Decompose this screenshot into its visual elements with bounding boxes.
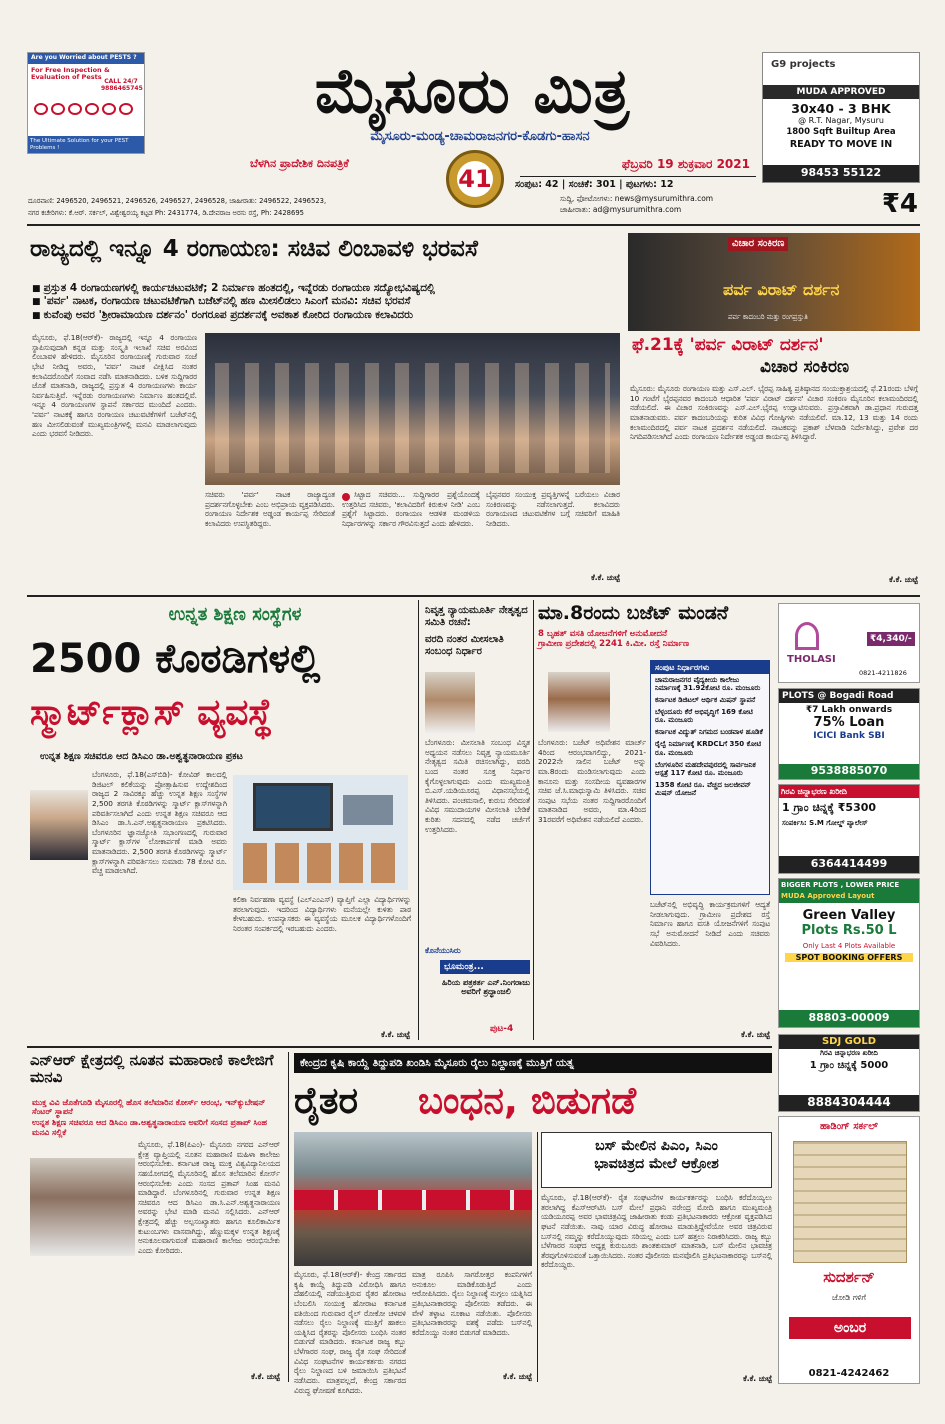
cabinet-item: ರೈಲ್ವೆ ನಿರ್ಮಾಣಕ್ಕೆ KRDCLಗೆ 350 ಕೋಟಿ ರೂ. ಮಂಜೂರು [655,740,762,757]
gold1-rate: 1 ಗ್ರಾಂ ಚಿನ್ನಕ್ಕೆ ₹5300 [782,801,877,815]
sdj-gold-ad[interactable] [778,1034,920,1112]
green-price: Plots Rs.50 L [801,923,897,939]
farmers-body-2: ಮಾತ್ರ ರೂಪಿಸಿ ಸಾಗರೋತ್ತರ ಕಂಪನಿಗಳಿಗೆ ಅನುಕೂಲ ಮಾಡಿಕೊಡುತ್ತಿದೆ ಎಂದು ಆರೋಪಿಸಿದರು. ರೈಲು ನಿಲ್ದಾಣಕ್ಕೆ ನುಗ್ಗಲು ಯತ್ನಿಸಿದ ಪ್ರತಿಭಟನಾಕಾರರನ್ನು ಪೊಲೀಸರು ತಡೆದರು. ಈ ವೇಳೆ ತಳ್ಳಾಟ ನೂಕಾಟ ನಡೆಯಿತು. ಪೊಲೀಸರು ಪ್ರತಿಭಟನಾಕಾರರನ್ನು ವಶಕ್ಕೆ ಪಡೆದು ಬಸ್‌ನಲ್ಲಿ ಕರೆದೊಯ್ದು ನಂತರ ಬಿಡುಗಡೆ ಮಾಡಿದರು. [412,1270,532,1337]
bus-byline: ಕೆ.ಕೆ. ಚುಟ್ಟೆ [743,1374,772,1383]
sm-gold-ad[interactable] [778,784,920,874]
plots-bogadi-ad[interactable] [778,688,920,780]
tholasi-ad[interactable] [778,603,920,683]
parva-banner-title: ವಿಚಾರ ಸಂಕಿರಣ [728,237,788,251]
green-note: Only Last 4 Plots Available [802,941,896,950]
left-pest-ad[interactable] [27,52,145,154]
g9-area: 1800 Sqft Builtup Area [786,127,896,138]
news-email: ಸುದ್ದಿ, ಫೋಟೋಗಳು: news@mysurumithra.com [560,194,714,203]
bus-body: ಮೈಸೂರು, ಫೆ.18(ಆರ್‌ಕೆ)- ರೈತ ಸಂಘಟನೆಗಳ ಕಾರ್ಯಕರ್ತರನ್ನು ಬಂಧಿಸಿ ಕರೆದೊಯ್ಯಲು ತರಲಾಗಿದ್ದ ಕೆಎಸ್‌ಆರ್‌ಟಿಸಿ ಬಸ್ ಮೇಲೆ ಪ್ರಧಾನಿ ನರೇಂದ್ರ ಮೋದಿ ಹಾಗೂ ಮುಖ್ಯಮಂತ್ರಿ ಯಡಿಯೂರಪ್ಪ ಅವರ ಭಾವಚಿತ್ರವಿದ್ದ ಜಾಹೀರಾತು ಕಂಡು ಪ್ರತಿಭಟನಾಕಾರರು ಆಕ್ರೋಶ ವ್ಯಕ್ತಪಡಿಸಿದ ಘಟನೆ ನಡೆಯಿತು. ನಾವು ಯಾರ ವಿರುದ್ಧ ಹೋರಾಟ ಮಾಡುತ್ತಿದ್ದೇವೆಯೋ ಅವರ ಚಿತ್ರವಿರುವ ಬಸ್‌ನಲ್ಲಿ ನಮ್ಮನ್ನು ಕರೆದೊಯ್ಯುವುದು ಸರಿಯಲ್ಲ ಎಂದು ಬಸ್ ಹತ್ತಲು ನಿರಾಕರಿಸಿದರು. ರಾಜ್ಯ ಕಬ್ಬು ಬೆಳೆಗಾರರ ಸಂಘದ ಅಧ್ಯಕ್ಷ ಕುರುಬೂರು ಶಾಂತಕುಮಾರ್ ಮಾತನಾಡಿ, ಬಸ್ ಮೇಲಿನ ಭಾವಚಿತ್ರ ತೆರವುಗೊಳಿಸುವಂತೆ ಒತ್ತಾಯಿಸಿದರು. ನಂತರ ಪೊಲೀಸರು ಮನವೊಲಿಸಿ ಪ್ರತಿಭಟನಾಕಾರರನ್ನು ಬಸ್‌ನಲ್ಲಿ ಕರೆದೊಯ್ದರು. [541,1193,772,1270]
g9-ready: READY TO MOVE IN [789,139,893,151]
committee-body: ಬೆಂಗಳೂರು: ಮೀಸಲಾತಿ ಸಂಬಂಧ ವಿಸ್ತೃತ ಅಧ್ಯಯನ ನಡೆಸಲು ನಿವೃತ್ತ ನ್ಯಾಯಮೂರ್ತಿ ನೇತೃತ್ವದ ಸಮಿತಿ ರಚಿಸಲಾಗಿದ್ದು, ವರದಿ ಬಂದ ನಂತರ ಸೂಕ್ತ ನಿರ್ಧಾರ ಕೈಗೊಳ್ಳಲಾಗುವುದು ಎಂದು ಮುಖ್ಯಮಂತ್ರಿ ಬಿ.ಎಸ್.ಯಡಿಯೂರಪ್ಪ ವಿಧಾನಸಭೆಯಲ್ಲಿ ತಿಳಿಸಿದರು. ಪಂಚಮಸಾಲಿ, ಕುರುಬ ಸೇರಿದಂತೆ ವಿವಿಧ ಸಮುದಾಯಗಳ ಮೀಸಲಾತಿ ಬೇಡಿಕೆ ಕುರಿತು ಸದನದಲ್ಲಿ ನಡೆದ ಚರ್ಚೆಗೆ ಉತ್ತರಿಸಿದರು. [425,738,530,834]
college-headline: ಎನ್‌ಆರ್ ಕ್ಷೇತ್ರದಲ್ಲಿ ನೂತನ ಮಹಾರಾಣಿ ಕಾಲೇಜಿಗೆ ಮನವಿ [30,1051,274,1087]
cabinet-item: ಚಾಮರಾಜನಗರ ವೈದ್ಯಕೀಯ ಕಾಲೇಜು ನಿರ್ಮಾಣಕ್ಕೆ 31.92ಕೋಟಿ ರೂ. ಮಂಜೂರು [655,676,761,693]
farmers-body: ಮೈಸೂರು, ಫೆ.18(ಆರ್‌ಕೆ)- ಕೇಂದ್ರ ಸರ್ಕಾರದ ಕೃಷಿ ಕಾಯ್ದೆ ತಿದ್ದುಪಡಿ ವಿರೋಧಿಸಿ ಹಾಗೂ ದೆಹಲಿಯಲ್ಲಿ ನಡೆಯುತ್ತಿರುವ ರೈತರ ಹೋರಾಟ ಬೆಂಬಲಿಸಿ ಸಂಯುಕ್ತ ಹೋರಾಟ ಕರ್ನಾಟಕ ವತಿಯಿಂದ ಗುರುವಾರ ರೈಲ್ ರೋಕೋ ಚಳವಳಿ ನಡೆಸಲು ರೈಲು ನಿಲ್ದಾಣಕ್ಕೆ ಮುತ್ತಿಗೆ ಹಾಕಲು ಯತ್ನಿಸಿದ ರೈತರನ್ನು ಪೊಲೀಸರು ಬಂಧಿಸಿ ನಂತರ ಬಿಡುಗಡೆ ಮಾಡಿದರು. ಕರ್ನಾಟಕ ರಾಜ್ಯ ಕಬ್ಬು ಬೆಳೆಗಾರರ ಸಂಘ, ರಾಜ್ಯ ರೈತ ಸಂಘ ಸೇರಿದಂತೆ ವಿವಿಧ ಸಂಘಟನೆಗಳ ಕಾರ್ಯಕರ್ತರು ನಗರದ ರೈಲು ನಿಲ್ದಾಣದ ಬಳಿ ಜಮಾಯಿಸಿ ಪ್ರತಿಭಟನೆ ನಡೆಸಿದರು. ಮಾತ್ರವಲ್ಲದೆ, ಕೇಂದ್ರ ಸರ್ಕಾರದ ವಿರುದ್ಧ ಘೋಷಣೆ ಕೂಗಿದರು. [294,1270,406,1395]
anniversary-badge [446,150,504,208]
column-tag: ಕೊನೆಯುಸಿರು [425,946,461,955]
contact-line-1: ದೂರವಾಣಿ: 2496520, 2496521, 2496526, 2496527, 2496528, ಜಾಹೀರಾತು: 2496522, 2496523, [28,197,327,205]
gold1-phone: 6364414499 [779,856,919,873]
pest-ad-line4: The Ultimate Solution for your PEST Problems ! [28,136,144,153]
masthead-subtitle: ಮೈಸೂರು-ಮಂಡ್ಯ-ಚಾಮರಾಜನಗರ-ಕೊಡಗು-ಹಾಸನ [370,129,590,144]
green-offer: SPOT BOOKING OFFERS [785,953,913,962]
budget-body-continued: ಬಜೆಟ್‌ನಲ್ಲಿ ಅಭಿವೃದ್ಧಿ ಕಾರ್ಯಕ್ರಮಗಳಿಗೆ ಆದ್ಯತೆ ನೀಡಲಾಗುವುದು. ಗ್ರಾಮೀಣ ಪ್ರದೇಶದ ರಸ್ತೆ ನಿರ್ಮಾಣ ಹಾಗೂ ವಸತಿ ಯೋಜನೆಗಳಿಗೆ ಸಂಪುಟ ಸಭೆ ಅನುಮೋದನೆ ನೀಡಿದೆ ಎಂದು ಸಚಿವರು ವಿವರಿಸಿದರು. [650,900,770,948]
tholasi-name: THOLASI [787,654,836,665]
plots-loan: 75% Loan [813,714,885,730]
sudarshan-name: ಸುದರ್ಶನ್ [823,1268,875,1286]
college-byline: ಕೆ.ಕೆ. ಚುಟ್ಟೆ [251,1372,280,1381]
cabinet-box-title: ಸಂಪುಟ ನಿರ್ಧಾರಗಳು [651,661,769,674]
parva-banner [628,233,920,331]
g9-size: 30x40 - 3 BHK [791,100,891,116]
cabinet-item: ಬೆಳ್ಳಂದೂರು ಕೆರೆ ಅಭಿವೃದ್ಧಿಗೆ 169 ಕೋಟಿ ರೂ. ಮಂಜೂರು [655,708,753,725]
right-g9-ad[interactable] [762,52,920,183]
farmers-headline-red: ಬಂಧನ, ಬಿಡುಗಡೆ [418,1079,637,1122]
ads-email: ಜಾಹೀರಾತು: ad@mysurumithra.com [560,205,682,214]
sdj-rate: 1 ಗ್ರಾಂ ಚಿನ್ನಕ್ಕೆ 5000 [809,1059,889,1071]
lead-bullets [32,282,624,322]
building-illustration [793,1141,907,1263]
college-bullet: ಉನ್ನತ ಶಿಕ್ಷಣ ಸಚಿವರೂ ಆದ ಡಿಸಿಎಂ ಡಾ.ಅಶ್ವತ್ಥನಾರಾಯಣ ಅವರಿಗೆ ಸಂಸದ ಪ್ರತಾಪ್ ಸಿಂಹ ಮನವಿ ಸಲ್ಲಿಕೆ [32,1118,267,1137]
rangayana-group-photo [205,333,620,485]
pest-ad-phone: CALL 24/7 9886465745 [101,78,143,92]
contact-line-2: ನಗರ ಕಚೇರಿಗಳು: ಕೆ.ಆರ್. ಸರ್ಕಲ್, ವಿಶ್ವೇಶ್ವರಯ್ಯ ಕಟ್ಟಡ Ph: 2431774, ಡಿ.ದೇವರಾಜ ಅರಸು ರಸ್ತೆ, Ph: 2428695 [28,209,304,217]
farmers-protest-photo [294,1132,532,1266]
cabinet-decisions-box [650,660,770,895]
budget-body: ಬೆಂಗಳೂರು: ಬಜೆಟ್ ಅಧಿವೇಶನ ಮಾರ್ಚ್ 4ರಿಂದ ಆರಂಭವಾಗಲಿದ್ದು, 2021-2022ನೇ ಸಾಲಿನ ಬಜೆಟ್ ಅನ್ನು ಮಾ.8ರಂದು ಮಂಡಿಸಲಾಗುವುದು ಎಂದು ಕಾನೂನು ಮತ್ತು ಸಂಸದೀಯ ವ್ಯವಹಾರಗಳ ಸಚಿವ ಜೆ.ಸಿ.ಮಾಧುಸ್ವಾಮಿ ತಿಳಿಸಿದರು. ಸಚಿವ ಸಂಪುಟ ಸಭೆಯ ನಂತರ ಸುದ್ದಿಗಾರರೊಂದಿಗೆ ಮಾತನಾಡಿದ ಅವರು, ಮಾ.4ರಿಂದ 31ರವರೆಗೆ ಅಧಿವೇಶನ ನಡೆಯಲಿದೆ ಎಂದರು. [538,738,646,824]
budget-bullets [538,630,770,650]
education-body: ಬೆಂಗಳೂರು, ಫೆ.18(ಎಸ್‌ಬಿಡಿ)- ಕೋವಿಡ್ ಕಾಲದಲ್ಲಿ ಡಿಜಿಟಲ್ ಕಲಿಕೆಯನ್ನು ಪ್ರೋತ್ಸಾಹಿಸುವ ಉದ್ದೇಶದಿಂದ ರಾಜ್ಯದ 2 ಸಾವಿರಕ್ಕೂ ಹೆಚ್ಚು ಉನ್ನತ ಶಿಕ್ಷಣ ಸಂಸ್ಥೆಗಳ 2,500 ತರಗತಿ ಕೊಠಡಿಗಳನ್ನು ಸ್ಮಾರ್ಟ್ ಕ್ಲಾಸ್‌ಗಳನ್ನಾಗಿ ಪರಿವರ್ತಿಸಲಾಗಿದೆ ಎಂದು ಉನ್ನತ ಶಿಕ್ಷಣ ಸಚಿವರೂ ಆದ ಡಿಸಿಎಂ ಡಾ.ಸಿ.ಎನ್.ಅಶ್ವತ್ಥನಾರಾಯಣ ಪ್ರಕಟಿಸಿದರು. ಬೆಂಗಳೂರಿನ ಜ್ಞಾನಜ್ಯೋತಿ ಸಭಾಂಗಣದಲ್ಲಿ ಗುರುವಾರ ಸ್ಮಾರ್ಟ್ ಕ್ಲಾಸ್‌ಗಳ ಲೋಕಾರ್ಪಣೆ ಮಾಡಿ ಅವರು ಮಾತನಾಡಿದರು. 2,500 ತರಗತಿ ಕೊಠಡಿಗಳನ್ನು ಸ್ಮಾರ್ಟ್ ಕ್ಲಾಸ್‌ಗಳನ್ನಾಗಿ ಪರಿವರ್ತಿಸಲು ಸುಮಾರು 78 ಕೋಟಿ ರೂ. ವೆಚ್ಚ ಮಾಡಲಾಗಿದೆ. [92,770,227,876]
price: ₹4 [881,189,918,219]
farmers-headline-black: ರೈತರ [294,1079,359,1122]
parva-banner-text: ಪರ್ವ ವಿರಾಟ್ ದರ್ಶನ [723,280,840,299]
education-headline-2: ಸ್ಮಾರ್ಟ್‌ಕ್ಲಾಸ್ ವ್ಯವಸ್ಥೆ [30,692,273,733]
plots-phone: 9538885070 [779,764,919,779]
education-headline-1: 2500 ಕೊಠಡಿಗಳಲ್ಲಿ [30,636,321,682]
sdj-sub: ಗಿರವಿ ಚಿನ್ನಾಭರಣ ಖರೀದಿ [820,1048,878,1057]
sdj-phone: 8884304444 [779,1095,919,1111]
education-deck: ಉನ್ನತ ಶಿಕ್ಷಣ ಸಚಿವರೂ ಆದ ಡಿಸಿಎಂ ಡಾ.ಅಶ್ವತ್ಥನಾರಾಯಣ ಪ್ರಕಟ [40,751,243,762]
cm-portrait [425,672,475,734]
lead-byline: ಕೆ.ಕೆ. ಚುಟ್ಟೆ [591,573,620,582]
cabinet-item: ಕರ್ನಾಟಕ ವಿದ್ಯುತ್ ನಿಗಮದ ಬಂಡವಾಳ ಹೂಡಿಕೆ [655,728,763,737]
sudarshan-brand: ಅಂಬರ [789,1317,911,1339]
issue-volume: ಸಂಪುಟ: 42 | ಸಂಚಿಕೆ: 301 | ಪುಟಗಳು: 12 [515,179,674,190]
green-muda: MUDA Approved Layout [779,891,919,903]
sudarshan-ad[interactable] [778,1116,920,1384]
parva-headline-red: ಫೆ.21ಕ್ಕೆ 'ಪರ್ವ ವಿರಾಟ್ ದರ್ಶನ' [632,335,824,355]
parva-body: ಮೈಸೂರು: ಮೈಸೂರು ರಂಗಾಯಣ ಮತ್ತು ಎಸ್.ಎಲ್. ಭೈರಪ್ಪ ಸಾಹಿತ್ಯ ಪ್ರತಿಷ್ಠಾನದ ಸಂಯುಕ್ತಾಶ್ರಯದಲ್ಲಿ ಫೆ.21ರಂದು ಬೆಳಿಗ್ಗೆ 10 ಗಂಟೆಗೆ ಭೈರಪ್ಪನವರ ಕಾದಂಬರಿ ಆಧಾರಿತ 'ಪರ್ವ ವಿರಾಟ್ ದರ್ಶನ' ವಿಚಾರ ಸಂಕಿರಣ ಮೈಸೂರಿನ ಕಲಾಮಂದಿರದಲ್ಲಿ ನಡೆಯಲಿದೆ. ಈ ವಿಚಾರ ಸಂಕಿರಣವನ್ನು ಎಸ್.ಎಲ್.ಭೈರಪ್ಪ ಉದ್ಘಾಟಿಸುವರು. ಪ್ರಸ್ತಾವಿಕವಾಗಿ ಡಾ.ಪ್ರಧಾನ ಗುರುದತ್ತ ಮಾತನಾಡುವರು. ಪರ್ವ ಕಾದಂಬರಿಯನ್ನು ಕುರಿತ ವಿವಿಧ ಗೋಷ್ಠಿಗಳು ನಡೆಯಲಿವೆ. ಮಾ.12, 13 ಮತ್ತು 14 ರಂದು ಕಲಾಮಂದಿರದಲ್ಲಿ ಪರ್ವ ನಾಟಕ ಪ್ರದರ್ಶನ ನಡೆಯಲಿದೆ. ನಾಟಕವನ್ನು ಪ್ರಕಾಶ್ ಬೆಳವಾಡಿ ನಿರ್ದೇಶಿಸಿದ್ದು, ಪ್ರವೇಶ ದರ ನಿಗದಿಪಡಿಸಲಾಗಿದೆ ಎಂದು ರಂಗಾಯಣ ನಿರ್ದೇಶಕ ಅಡ್ಡಂಡ ಕಾರ್ಯಪ್ಪ ತಿಳಿಸಿದ್ದಾರೆ. [630,384,918,442]
parva-byline: ಕೆ.ಕೆ. ಚುಟ್ಟೆ [889,575,918,584]
budget-byline: ಕೆ.ಕೆ. ಚುಟ್ಟೆ [741,1030,770,1039]
green-top: BIGGER PLOTS , LOWER PRICE [779,879,919,891]
committee-headline: ವರದಿ ನಂತರ ಮೀಸಲಾತಿ ಸಂಬಂಧ ನಿರ್ಧಾರ [425,634,504,657]
parva-banner-sub: ಪರ್ವ ಕಾದಂಬರಿ ಮತ್ತು ರಂಗಪ್ರಸ್ತುತಿ [728,313,808,321]
farmers-strap: ಕೇಂದ್ರದ ಕೃಷಿ ಕಾಯ್ದೆ ತಿದ್ದುಪಡಿ ಖಂಡಿಸಿ ಮೈಸೂರು ರೈಲು ನಿಲ್ದಾಣಕ್ಕೆ ಮುತ್ತಿಗೆ ಯತ್ನ [294,1053,772,1073]
tholasi-logo-icon [795,622,819,650]
gold1-name: ಸಂಪರ್ಕಿಸಿ: S.M ಗೋಲ್ಡ್ ಪ್ಯಾಲೇಸ್ [782,818,868,827]
issue-date: ಫೆಬ್ರವರಿ 19 ಶುಕ್ರವಾರ 2021 [621,157,750,171]
budget-bullet: ಗ್ರಾಮೀಣ ಪ್ರದೇಶದಲ್ಲಿ 2241 ಕಿ.ಮೀ. ರಸ್ತೆ ನಿರ್ಮಾಣ [538,638,690,649]
committee-kicker: ನಿವೃತ್ತ ನ್ಯಾಯಮೂರ್ತಿ ನೇತೃತ್ವದ ಸಮಿತಿ ರಚನೆ: [425,605,528,628]
plots-banks: ICICI Bank SBI [813,730,885,741]
lead-sidebar: ಸಿಟ್ಟಾದ ಸಚಿವರು... ಸುದ್ದಿಗಾರರ ಪ್ರಶ್ನೆಯೊಂದಕ್ಕೆ ಉತ್ತರಿಸಿದ ಸಚಿವರು, 'ಕಲಾವಿದರಿಗೆ ಕಿರುಕುಳ ನೀಡಿ' ಎಂಬ ಪ್ರಶ್ನೆಗೆ ಸಿಟ್ಟಾದರು. ರಂಗಾಯಣ ಆಡಳಿತ ಮಂಡಳಿಯ ನಿರ್ಧಾರಗಳನ್ನು ಸರ್ಕಾರ ಗೌರವಿಸುತ್ತದೆ ಎಂದು ಹೇಳಿದರು. [342,490,480,528]
pest-ad-line2: For Free Inspection & Evaluation of Pests [31,65,110,82]
g9-brand: G9 projects [771,59,836,70]
farmers-byline: ಕೆ.ಕೆ. ಚುಟ್ಟೆ [503,1372,532,1381]
brief-title: ಭೂಮಂತ್ರ... [440,960,530,974]
budget-headline: ಮಾ.8ರಂದು ಬಜೆಟ್ ಮಂಡನೆ [538,602,729,624]
masthead-title: ಮೈಸೂರು ಮಿತ್ರ [314,54,631,127]
pest-icons [34,103,138,129]
brief-text: ಹಿರಿಯ ಪತ್ರಕರ್ತ ಎನ್.ನಿಂಗರಾಜು ಅವರಿಗೆ ಶ್ರದ್ಧಾಂಜಲಿ [441,978,531,997]
bus-headline-2: ಭಾವಚಿತ್ರದ ಮೇಲೆ ಆಕ್ರೋಶ [594,1156,719,1173]
bus-headline-box [541,1132,772,1188]
masthead-tagline: ಬೆಳಗಿನ ಪ್ರಾದೇಶಿಕ ದಿನಪತ್ರಿಕೆ [250,157,349,170]
page-ref: ಪುಟ-4 [490,1024,514,1034]
plots-price: ₹7 Lakh onwards [805,705,893,716]
education-byline: ಕೆ.ಕೆ. ಚುಟ್ಟೆ [381,1030,410,1039]
lead-body-col4: ಬೈಪ್ಪನವರ ಸಂಯುಕ್ತ ಪ್ರವೃತ್ತಿಗಳನ್ನೆ ಬರೆಯಲು ವಿಚಾರ ಸಂಕಿರಣವನ್ನು ನಡೆಸಲಾಗುತ್ತದೆ. ಕಲಾವಿದರು ರಂಗಾಯಣದ ಚಟುವಟಿಕೆಗಳ ಬಗ್ಗೆ ಸಚಿವರಿಗೆ ಮಾಹಿತಿ ನೀಡಿದರು. [486,490,620,528]
bus-headline-1: ಬಸ್ ಮೇಲಿನ ಪಿಎಂ, ಸಿಎಂ [595,1138,718,1154]
lead-headline: ರಾಜ್ಯದಲ್ಲಿ ಇನ್ನೂ 4 ರಂಗಾಯಣ: ಸಚಿವ ಲಿಂಬಾವಳಿ ಭರವಸೆ [30,236,478,262]
sudarshan-sub: ಜೋಡಿ ಗಳಿಗೆ [831,1293,867,1302]
sdj-title: SDJ GOLD [779,1035,919,1049]
sudarshan-title: ಹಾಡಿಂಗ್ ಸರ್ಕಲ್ [819,1121,879,1132]
pest-ad-line1: Are you Worried about PESTS ? [28,53,144,64]
anniversary-number: 41 [457,161,493,197]
education-body-2: ಕಲಿಕಾ ನಿರ್ವಹಣಾ ವ್ಯವಸ್ಥೆ (ಎಲ್‌ಎಂಎಸ್) ವ್ಯಾಪ್ತಿಗೆ ಎಲ್ಲಾ ವಿದ್ಯಾರ್ಥಿಗಳನ್ನು ತರಲಾಗುವುದು. ಇದರಿಂದ ವಿದ್ಯಾರ್ಥಿಗಳು ಮನೆಯಲ್ಲೇ ಕುಳಿತು ಪಾಠ ಕೇಳಬಹುದು. ಉಪನ್ಯಾಸಕರು ಈ ವ್ಯವಸ್ಥೆಯ ಮೂಲಕ ವಿದ್ಯಾರ್ಥಿಗಳೊಂದಿಗೆ ನಿರಂತರ ಸಂಪರ್ಕದಲ್ಲಿ ಇರಬಹುದು ಎಂದರು. [233,895,411,933]
plots-title: PLOTS @ Bogadi Road [779,689,919,703]
lead-bullet: ■ 'ಪರ್ವ' ನಾಟಕ, ರಂಗಾಯಣ ಚಟುವಟಿಕೆಗಾಗಿ ಬಜೆಟ್‌ನಲ್ಲಿ ಹಣ ಮೀಸಲಿಡಲು ಸಿಎಂಗೆ ಮನವಿ: ಸಚಿವ ಭರವಸೆ [32,295,624,308]
tholasi-phone: 0821-4211826 [859,669,907,677]
green-title: Green Valley [802,908,896,924]
parva-headline-black: ವಿಚಾರ ಸಂಕಿರಣ [760,357,850,377]
minister-portrait [30,790,88,860]
gold1-title: ಗಿರವಿ ಚಿನ್ನಾಭರಣ ಖರೀದಿ [779,785,919,798]
college-bullet: ಮುಕ್ತ ವಿವಿ ಜೊತೆಗೂಡಿ ಮೈಸೂರಲ್ಲಿ ಹೊಸ ತಲೆಮಾರಿನ ಕೋರ್ಸ್ ಆರಂಭ, ಇನ್‌ಕ್ಯುಬೇಷನ್ ಸೆಂಟರ್ ಸ್ಥಾಪನೆ [32,1098,266,1117]
g9-approved: MUDA APPROVED [763,85,919,99]
education-kicker: ಉನ್ನತ ಶಿಕ್ಷಣ ಸಂಸ್ಥೆಗಳ [168,604,302,625]
green-phone: 88803-00009 [779,1010,919,1027]
cabinet-item: ಬೆಂಗಳೂರಿನ ಮಹದೇವಪುರದಲ್ಲಿ ಸಾರ್ವಜನಿಕ ಆಸ್ಪತ್ರೆ 117 ಕೋಟಿ ರೂ. ಮಂಜೂರು [655,760,756,777]
college-body: ಮೈಸೂರು, ಫೆ.18(ಪಿಎಂ)- ಮೈಸೂರು ನಗರದ ಎನ್‌ಆರ್ ಕ್ಷೇತ್ರ ವ್ಯಾಪ್ತಿಯಲ್ಲಿ ನೂತನ ಮಹಾರಾಣಿ ಮಹಿಳಾ ಕಾಲೇಜು ಆರಂಭಿಸಬೇಕು. ಕರ್ನಾಟಕ ರಾಜ್ಯ ಮುಕ್ತ ವಿಶ್ವವಿದ್ಯಾನಿಲಯದ ಸಹಯೋಗದಲ್ಲಿ ಮೈಸೂರಿನಲ್ಲಿ ಹೊಸ ತಲೆಮಾರಿನ ಕೋರ್ಸ್ ಆರಂಭಿಸಬೇಕು ಎಂದು ಸಂಸದ ಪ್ರತಾಪ್ ಸಿಂಹ ಮನವಿ ಮಾಡಿದ್ದಾರೆ. ಬೆಂಗಳೂರಿನಲ್ಲಿ ಗುರುವಾರ ಉನ್ನತ ಶಿಕ್ಷಣ ಸಚಿವರೂ ಆದ ಡಿಸಿಎಂ ಡಾ.ಸಿ.ಎನ್.ಅಶ್ವತ್ಥನಾರಾಯಣ ಅವರನ್ನು ಭೇಟಿ ಮಾಡಿ ಮನವಿ ಸಲ್ಲಿಸಿದರು. ಎನ್‌ಆರ್ ಕ್ಷೇತ್ರದಲ್ಲಿ ಹೆಚ್ಚು ಅಲ್ಪಸಂಖ್ಯಾತರು ಹಾಗೂ ಕೂಲಿಕಾರ್ಮಿಕ ಕುಟುಂಬಗಳು ವಾಸವಾಗಿದ್ದು, ಹೆಣ್ಣುಮಕ್ಕಳ ಉನ್ನತ ಶಿಕ್ಷಣಕ್ಕೆ ಅನುಕೂಲವಾಗುವಂತೆ ಮಹಾರಾಣಿ ಕಾಲೇಜು ಆರಂಭಿಸಬೇಕು ಎಂದು ಕೋರಿದರು. [138,1140,280,1255]
cabinet-item: 1358 ಕೋಟಿ ರೂ. ವೆಚ್ಚದ ಜಲಜೀವನ್ ಮಿಷನ್ ಯೋಜನೆ [655,780,751,797]
college-bullets [32,1098,282,1137]
lead-bullet: ■ ಪ್ರಸ್ತುತ 4 ರಂಗಾಯಣಗಳಲ್ಲಿ ಕಾರ್ಯಚಟುವಟಿಕೆ; 2 ನಿರ್ಮಾಣ ಹಂತದಲ್ಲಿ, ಇನ್ನೆರಡು ರಂಗಾಯಣ ಸದ್ಯೋಭವಿಷ್ಯದಲ್ಲಿ [32,282,624,295]
smartclass-illustration [233,775,408,890]
g9-phone: 98453 55122 [763,165,919,182]
tholasi-offer: ₹4,340/- [867,632,915,646]
lead-bullet: ■ ಕುವೆಂಪು ಅವರ 'ಶ್ರೀರಾಮಾಯಣ ದರ್ಶನಂ' ರಂಗರೂಪ ಪ್ರದರ್ಶನಕ್ಕೆ ಅವಕಾಶ ಕೋರಿದ ರಂಗಾಯಣ ಕಲಾವಿದರು [32,309,624,322]
green-valley-ad[interactable] [778,878,920,1028]
budget-bullet: 8 ಬೃಹತ್ ವಸತಿ ಯೋಜನೆಗಳಿಗೆ ಅನುಮೋದನೆ [538,629,668,639]
lead-body-continued: ಸಚಿವರು 'ಪರ್ವ' ನಾಟಕ ರಾಜ್ಯಾದ್ಯಂತ ಪ್ರದರ್ಶನಗೊಳ್ಳಬೇಕು ಎಂಬ ಅಭಿಪ್ರಾಯ ವ್ಯಕ್ತಪಡಿಸಿದರು. ರಂಗಾಯಣ ನಿರ್ದೇಶಕ ಅಡ್ಡಂಡ ಕಾರ್ಯಪ್ಪ ಸೇರಿದಂತೆ ಕಲಾವಿದರು ಉಪಸ್ಥಿತರಿದ್ದರು. [205,490,335,528]
lead-body-column: ಮೈಸೂರು, ಫೆ.18(ಆರ್‌ಕೆ)- ರಾಜ್ಯದಲ್ಲಿ ಇನ್ನೂ 4 ರಂಗಾಯಣ ಸ್ಥಾಪಿಸುವುದಾಗಿ ಕನ್ನಡ ಮತ್ತು ಸಂಸ್ಕೃತಿ ಇಲಾಖೆ ಸಚಿವ ಅರವಿಂದ ಲಿಂಬಾವಳಿ ಹೇಳಿದರು. ಮೈಸೂರಿನ ರಂಗಾಯಣಕ್ಕೆ ಗುರುವಾರ ಸಂಜೆ ಭೇಟಿ ನೀಡಿದ್ದ ಅವರು, 'ಪರ್ವ' ನಾಟಕ ವೀಕ್ಷಿಸಿದ ನಂತರ ಕಲಾವಿದರೊಂದಿಗೆ ಸಂವಾದ ನಡೆಸಿ ಮಾತನಾಡಿದರು. ಬಳಿಕ ಸುದ್ದಿಗಾರರ ಜೊತೆ ಮಾತನಾಡಿ, ರಾಜ್ಯದಲ್ಲಿ ಪ್ರಸ್ತುತ 4 ರಂಗಾಯಣಗಳು ಕಾರ್ಯ ನಿರ್ವಹಿಸುತ್ತಿವೆ. ಇನ್ನೆರಡು ರಂಗಾಯಣಗಳು ನಿರ್ಮಾಣ ಹಂತದಲ್ಲಿವೆ. ಇನ್ನೂ 4 ರಂಗಾಯಣಗಳ ಸ್ಥಾಪನೆ ಸರ್ಕಾರದ ಮುಂದಿದೆ ಎಂದರು. 'ಪರ್ವ' ನಾಟಕಕ್ಕೆ ಹಾಗೂ ರಂಗಾಯಣ ಚಟುವಟಿಕೆಗಳಿಗೆ ಬಜೆಟ್‌ನಲ್ಲಿ ಹಣ ಮೀಸಲಿಡುವಂತೆ ಮುಖ್ಯಮಂತ್ರಿಗಳಲ್ಲಿ ಮನವಿ ಮಾಡಲಾಗುವುದು ಎಂದು ಭರವಸೆ ನೀಡಿದರು. [32,333,197,439]
sudarshan-phone: 0821-4242462 [808,1367,890,1379]
cabinet-item: ಕರ್ನಾಟಕ ಡಿಜಿಟಲ್ ಆರ್ಥಿಕ ಮಿಷನ್ ಸ್ಥಾಪನೆ [655,696,756,705]
g9-location: @ R.T. Nagar, Mysuru [798,116,884,126]
